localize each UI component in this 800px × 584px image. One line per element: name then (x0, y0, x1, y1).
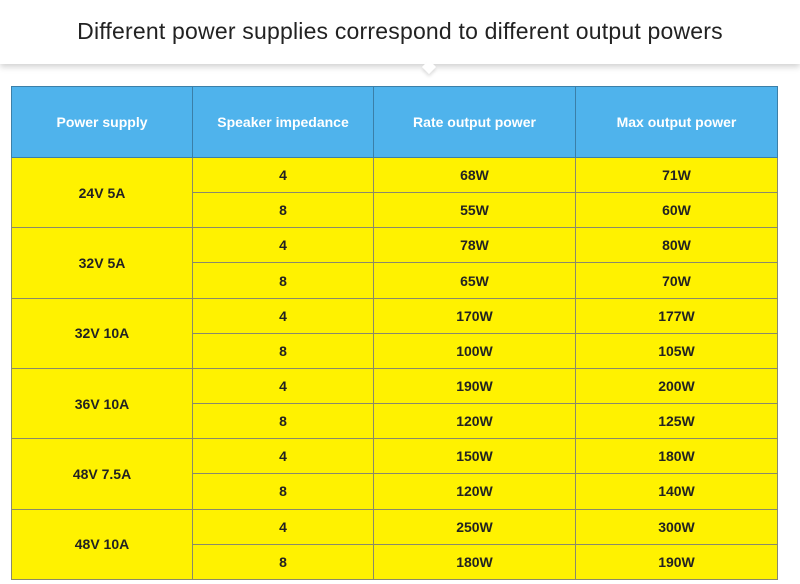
max-power-cell: 70W (576, 263, 778, 298)
power-table-container (11, 86, 777, 580)
banner-pointer (422, 60, 436, 74)
max-power-cell: 125W (576, 404, 778, 439)
table-header-row (12, 87, 778, 158)
rate-power-cell: 100W (374, 333, 576, 368)
impedance-cell: 4 (193, 228, 374, 263)
rate-power-cell: 170W (374, 298, 576, 333)
max-power-cell: 105W (576, 333, 778, 368)
power-supply-cell: 32V 10A (12, 298, 193, 368)
impedance-cell: 8 (193, 263, 374, 298)
max-power-cell: 177W (576, 298, 778, 333)
header-speaker-impedance: Speaker impedance (193, 87, 374, 158)
rate-power-cell: 150W (374, 439, 576, 474)
table-row (12, 368, 778, 403)
rate-power-cell: 120W (374, 474, 576, 509)
rate-power-cell: 55W (374, 193, 576, 228)
impedance-cell: 8 (193, 333, 374, 368)
rate-power-cell: 120W (374, 404, 576, 439)
impedance-cell: 8 (193, 404, 374, 439)
impedance-cell: 8 (193, 193, 374, 228)
rate-power-cell: 180W (374, 544, 576, 579)
impedance-cell: 4 (193, 158, 374, 193)
impedance-cell: 4 (193, 509, 374, 544)
max-power-cell: 180W (576, 439, 778, 474)
max-power-cell: 71W (576, 158, 778, 193)
header-rate-output-power: Rate output power (374, 87, 576, 158)
impedance-cell: 4 (193, 439, 374, 474)
table-row (12, 158, 778, 193)
page-title: Different power supplies correspond to different output powers (77, 18, 723, 44)
max-power-cell: 200W (576, 368, 778, 403)
max-power-cell: 80W (576, 228, 778, 263)
rate-power-cell: 68W (374, 158, 576, 193)
rate-power-cell: 190W (374, 368, 576, 403)
max-power-cell: 60W (576, 193, 778, 228)
power-supply-cell: 36V 10A (12, 368, 193, 438)
header-max-output-power: Max output power (576, 87, 778, 158)
rate-power-cell: 65W (374, 263, 576, 298)
power-supply-cell: 32V 5A (12, 228, 193, 298)
max-power-cell: 300W (576, 509, 778, 544)
power-supply-cell: 48V 7.5A (12, 439, 193, 509)
max-power-cell: 190W (576, 544, 778, 579)
table-row (12, 439, 778, 474)
impedance-cell: 8 (193, 544, 374, 579)
power-supply-cell: 48V 10A (12, 509, 193, 579)
table-row (12, 228, 778, 263)
max-power-cell: 140W (576, 474, 778, 509)
table-row (12, 298, 778, 333)
impedance-cell: 4 (193, 368, 374, 403)
impedance-cell: 4 (193, 298, 374, 333)
header-power-supply: Power supply (12, 87, 193, 158)
rate-power-cell: 250W (374, 509, 576, 544)
impedance-cell: 8 (193, 474, 374, 509)
rate-power-cell: 78W (374, 228, 576, 263)
power-supply-cell: 24V 5A (12, 158, 193, 228)
table-row (12, 509, 778, 544)
power-table (11, 86, 778, 580)
